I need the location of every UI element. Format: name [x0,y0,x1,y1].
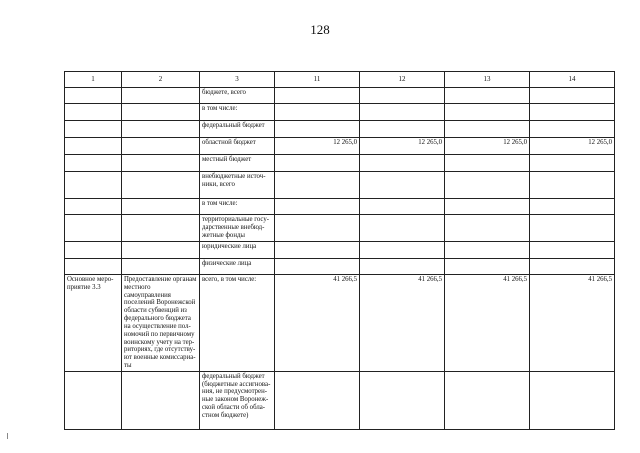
value-cell: 12 265,0 [275,138,360,155]
value-cell [275,242,360,259]
source-cell: физические лица [200,259,275,275]
value-cell: 41 266,5 [445,275,530,372]
source-cell: внебюджетные источ- ники, всего [200,172,275,199]
value-cell [275,199,360,215]
table-row [65,199,615,215]
page-number: 128 [310,22,330,37]
value-cell [275,215,360,242]
value-cell [275,121,360,138]
description-cell [122,138,200,155]
table-row [65,121,615,138]
value-cell [530,104,615,121]
value-cell [275,104,360,121]
description-cell [122,215,200,242]
table-row [65,215,615,242]
value-cell [530,259,615,275]
value-cell [445,172,530,199]
scan-mark [7,433,8,439]
value-cell [360,104,445,121]
source-cell: бюджете, всего [200,88,275,104]
value-cell [445,371,530,429]
value-cell [530,172,615,199]
value-cell: 41 266,5 [530,275,615,372]
header-cell: 11 [275,72,360,88]
event-cell [65,121,122,138]
value-cell: 12 265,0 [530,138,615,155]
value-cell [445,88,530,104]
description-cell [122,172,200,199]
table-row [65,371,615,429]
value-cell [360,199,445,215]
value-cell [360,121,445,138]
value-cell [275,371,360,429]
value-cell [360,88,445,104]
description-cell [122,121,200,138]
header-cell: 13 [445,72,530,88]
table-row [65,155,615,172]
description-cell [122,199,200,215]
event-cell [65,199,122,215]
source-cell: юридические лица [200,242,275,259]
value-cell [445,242,530,259]
value-cell [275,172,360,199]
value-cell [275,155,360,172]
description-cell [122,88,200,104]
header-cell: 12 [360,72,445,88]
value-cell [360,172,445,199]
table-row [65,104,615,121]
value-cell [445,259,530,275]
event-cell [65,215,122,242]
value-cell: 41 266,5 [275,275,360,372]
event-cell [65,172,122,199]
description-cell [122,104,200,121]
table-row [65,275,615,372]
value-cell [360,242,445,259]
value-cell [445,199,530,215]
value-cell [530,242,615,259]
value-cell [360,215,445,242]
event-cell [65,104,122,121]
table-row [65,242,615,259]
header-cell: 14 [530,72,615,88]
value-cell: 12 265,0 [360,138,445,155]
table-row [65,172,615,199]
header-cell: 1 [65,72,122,88]
header-cell: 2 [122,72,200,88]
table-row [65,259,615,275]
value-cell [530,215,615,242]
value-cell [275,88,360,104]
table-row [65,138,615,155]
source-cell: всего, в том числе: [200,275,275,372]
value-cell [445,104,530,121]
value-cell [445,215,530,242]
value-cell [530,88,615,104]
table-row [65,88,615,104]
source-cell: местный бюджет [200,155,275,172]
source-cell: федеральный бюджет [200,121,275,138]
source-cell: федеральный бюджет (бюджетные ассигнова- ния, не предусмотрен- ные законом Воронеж- ской области об обла- стном бюджете) [200,371,275,429]
event-cell [65,88,122,104]
value-cell [530,199,615,215]
description-cell: Предоставление органам местного самоуправления поселений Воронежской области субвенций из федерального бюджета на осуществление пол- номочий по первичному воинскому учету на тер- риториях, где отсутству- ют военные комиссариа- ты [122,275,200,372]
header-row [65,72,615,88]
value-cell [275,259,360,275]
description-cell [122,155,200,172]
value-cell: 12 265,0 [445,138,530,155]
value-cell [530,155,615,172]
event-cell: Основное меро- приятие 3.3 [65,275,122,372]
value-cell: 41 266,5 [360,275,445,372]
event-cell [65,155,122,172]
value-cell [360,155,445,172]
source-cell: в том числе: [200,104,275,121]
source-cell: территориальные госу- дарственные внебюд- жетные фонды [200,215,275,242]
source-cell: областной бюджет [200,138,275,155]
description-cell [122,371,200,429]
description-cell [122,242,200,259]
value-cell [445,121,530,138]
event-cell [65,138,122,155]
value-cell [360,371,445,429]
event-cell [65,259,122,275]
header-cell: 3 [200,72,275,88]
source-cell: в том числе: [200,199,275,215]
event-cell [65,371,122,429]
value-cell [530,121,615,138]
event-cell [65,242,122,259]
value-cell [360,259,445,275]
value-cell [445,155,530,172]
budget-table [64,71,615,430]
value-cell [530,371,615,429]
description-cell [122,259,200,275]
